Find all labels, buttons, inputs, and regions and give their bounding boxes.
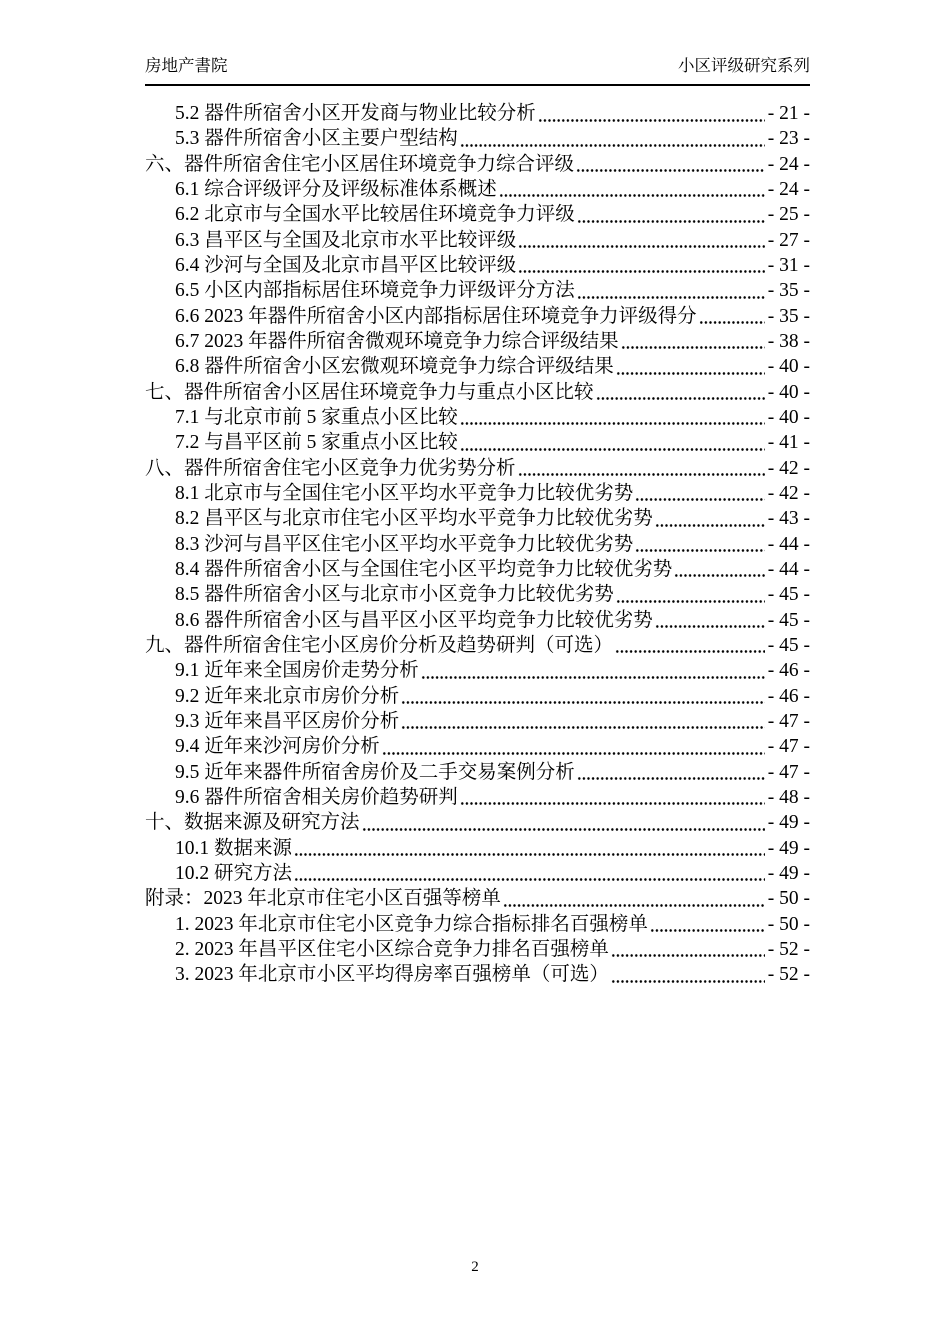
toc-dot-leader	[294, 861, 765, 886]
toc-entry[interactable]	[145, 582, 810, 607]
toc-dot-leader	[518, 228, 764, 253]
toc-entry-page: - 25 -	[767, 204, 810, 226]
toc-entry-page: - 48 -	[767, 786, 810, 808]
toc-dot-leader	[382, 734, 765, 759]
toc-entry[interactable]	[145, 810, 810, 835]
toc-dot-leader	[576, 152, 765, 177]
toc-dot-leader	[616, 354, 765, 379]
toc-entry[interactable]	[145, 937, 810, 962]
toc-entry-page: - 24 -	[767, 178, 810, 200]
toc-entry-page: - 40 -	[767, 406, 810, 428]
toc-entry[interactable]	[145, 684, 810, 709]
toc-entry-page: - 44 -	[767, 533, 810, 555]
toc-entry-page: - 42 -	[767, 457, 810, 479]
toc-entry-page: - 41 -	[767, 432, 810, 454]
toc-entry-label: 3. 2023 年北京市小区平均得房率百强榜单（可选）	[175, 964, 609, 986]
toc-dot-leader	[294, 836, 765, 861]
toc-entry-label: 6.4 沙河与全国及北京市昌平区比较评级	[175, 254, 517, 276]
toc-entry[interactable]	[145, 962, 810, 987]
toc-entry-page: - 50 -	[767, 913, 810, 935]
toc-dot-leader	[499, 177, 765, 202]
toc-dot-leader	[611, 962, 765, 987]
toc-entry-page: - 31 -	[767, 254, 810, 276]
toc-entry-page: - 52 -	[767, 938, 810, 960]
toc-dot-leader	[615, 633, 765, 658]
toc-entry[interactable]	[145, 633, 810, 658]
toc-entry[interactable]	[145, 329, 810, 354]
toc-entry[interactable]	[145, 886, 810, 911]
toc-entry[interactable]	[145, 101, 810, 126]
toc-entry-page: - 43 -	[767, 508, 810, 530]
toc-entry-label: 9.3 近年来昌平区房价分析	[175, 710, 400, 732]
toc-entry[interactable]	[145, 658, 810, 683]
toc-dot-leader	[401, 709, 764, 734]
toc-entry-label: 10.2 研究方法	[175, 862, 293, 884]
toc-dot-leader	[401, 684, 764, 709]
toc-entry-label: 8.3 沙河与昌平区住宅小区平均水平竞争力比较优劣势	[175, 533, 634, 555]
toc-dot-leader	[518, 456, 765, 481]
toc-entry-label: 7.1 与北京市前 5 家重点小区比较	[175, 406, 458, 428]
toc-dot-leader	[655, 506, 765, 531]
toc-dot-leader	[655, 608, 765, 633]
toc-entry-page: - 45 -	[767, 584, 810, 606]
table-of-contents	[145, 101, 810, 987]
toc-entry-page: - 23 -	[767, 128, 810, 150]
toc-entry[interactable]	[145, 506, 810, 531]
toc-entry-label: 8.4 器件所宿舍小区与全国住宅小区平均竞争力比较优劣势	[175, 558, 673, 580]
toc-entry[interactable]	[145, 608, 810, 633]
toc-entry-label: 6.7 2023 年器件所宿舍微观环境竞争力综合评级结果	[175, 330, 619, 352]
toc-entry-label: 1. 2023 年北京市住宅小区竞争力综合指标排名百强榜单	[175, 913, 648, 935]
toc-entry-page: - 45 -	[767, 634, 810, 656]
toc-entry-label: 8.2 昌平区与北京市住宅小区平均水平竞争力比较优劣势	[175, 508, 653, 530]
toc-entry[interactable]	[145, 709, 810, 734]
toc-dot-leader	[674, 557, 764, 582]
toc-dot-leader	[577, 202, 765, 227]
toc-entry[interactable]	[145, 177, 810, 202]
toc-entry-page: - 47 -	[767, 736, 810, 758]
toc-dot-leader	[650, 912, 765, 937]
toc-entry-page: - 46 -	[767, 685, 810, 707]
toc-dot-leader	[616, 582, 765, 607]
toc-entry-page: - 46 -	[767, 660, 810, 682]
toc-entry-label: 附录：2023 年北京市住宅小区百强等榜单	[145, 888, 501, 910]
header-left-text: 房地产書院	[145, 57, 228, 75]
toc-entry-label: 8.5 器件所宿舍小区与北京市小区竞争力比较优劣势	[175, 584, 614, 606]
toc-entry[interactable]	[145, 760, 810, 785]
toc-entry[interactable]	[145, 557, 810, 582]
toc-entry-page: - 38 -	[767, 330, 810, 352]
toc-entry-label: 七、器件所宿舍小区居住环境竞争力与重点小区比较	[145, 381, 594, 403]
toc-entry-label: 7.2 与昌平区前 5 家重点小区比较	[175, 432, 458, 454]
toc-entry-label: 5.2 器件所宿舍小区开发商与物业比较分析	[175, 103, 536, 124]
header-right-text: 小区评级研究系列	[678, 57, 810, 75]
toc-dot-leader	[421, 658, 765, 683]
toc-entry-label: 八、器件所宿舍住宅小区竞争力优劣势分析	[145, 457, 516, 479]
toc-entry-label: 六、器件所宿舍住宅小区居住环境竞争力综合评级	[145, 153, 575, 175]
toc-entry[interactable]	[145, 202, 810, 227]
toc-entry[interactable]	[145, 380, 810, 405]
toc-entry-label: 6.5 小区内部指标居住环境竞争力评级评分方法	[175, 280, 575, 302]
toc-entry-label: 6.3 昌平区与全国及北京市水平比较评级	[175, 229, 517, 251]
toc-entry[interactable]	[145, 228, 810, 253]
toc-entry-page: - 42 -	[767, 482, 810, 504]
toc-entry-label: 9.1 近年来全国房价走势分析	[175, 660, 419, 682]
toc-entry[interactable]	[145, 354, 810, 379]
toc-entry-page: - 35 -	[767, 280, 810, 302]
toc-entry[interactable]	[145, 430, 810, 455]
toc-dot-leader	[596, 380, 765, 405]
toc-entry-page: - 24 -	[767, 153, 810, 175]
toc-dot-leader	[635, 532, 764, 557]
toc-entry-page: - 49 -	[767, 837, 810, 859]
toc-entry[interactable]	[145, 785, 810, 810]
toc-dot-leader	[460, 785, 765, 810]
toc-entry-label: 9.6 器件所宿舍相关房价趋势研判	[175, 786, 458, 808]
toc-entry-label: 6.8 器件所宿舍小区宏微观环境竞争力综合评级结果	[175, 356, 614, 378]
toc-entry-label: 9.2 近年来北京市房价分析	[175, 685, 400, 707]
page-footer	[0, 1257, 950, 1277]
toc-entry-page: - 40 -	[767, 356, 810, 378]
toc-dot-leader	[635, 481, 764, 506]
toc-dot-leader	[611, 937, 765, 962]
toc-entry-label: 2. 2023 年昌平区住宅小区综合竞争力排名百强榜单	[175, 938, 609, 960]
toc-dot-leader	[538, 101, 765, 126]
toc-entry[interactable]	[145, 126, 810, 151]
toc-entry-page: - 35 -	[767, 305, 810, 327]
toc-entry[interactable]	[145, 405, 810, 430]
toc-entry[interactable]	[145, 152, 810, 177]
toc-dot-leader	[621, 329, 765, 354]
toc-entry-label: 8.1 北京市与全国住宅小区平均水平竞争力比较优劣势	[175, 482, 634, 504]
toc-dot-leader	[699, 304, 765, 329]
toc-entry[interactable]	[145, 861, 810, 886]
toc-entry-label: 5.3 器件所宿舍小区主要户型结构	[175, 128, 458, 150]
toc-dot-leader	[460, 430, 765, 455]
toc-entry[interactable]	[145, 734, 810, 759]
toc-entry-page: - 47 -	[767, 761, 810, 783]
toc-entry-page: - 49 -	[767, 862, 810, 884]
toc-dot-leader	[577, 278, 765, 303]
toc-entry-label: 9.4 近年来沙河房价分析	[175, 736, 380, 758]
toc-dot-leader	[577, 760, 765, 785]
toc-entry-label: 九、器件所宿舍住宅小区房价分析及趋势研判（可选）	[145, 634, 614, 656]
toc-entry-label: 十、数据来源及研究方法	[145, 812, 360, 834]
toc-entry[interactable]	[145, 278, 810, 303]
toc-entry[interactable]	[145, 456, 810, 481]
toc-entry[interactable]	[145, 253, 810, 278]
toc-entry-page: - 45 -	[767, 609, 810, 631]
toc-dot-leader	[460, 126, 765, 151]
toc-entry-page: - 27 -	[767, 229, 810, 251]
toc-dot-leader	[460, 405, 765, 430]
toc-entry-page: - 40 -	[767, 381, 810, 403]
page-number: 2	[471, 1259, 479, 1275]
toc-entry-label: 6.1 综合评级评分及评级标准体系概述	[175, 178, 497, 200]
page-header	[145, 57, 810, 86]
toc-dot-leader	[362, 810, 765, 835]
toc-entry[interactable]	[145, 532, 810, 557]
toc-entry-page: - 44 -	[767, 558, 810, 580]
toc-entry-label: 10.1 数据来源	[175, 837, 293, 859]
toc-entry-page: - 52 -	[767, 964, 810, 986]
toc-entry-page: - 21 -	[767, 103, 810, 124]
toc-entry[interactable]	[145, 836, 810, 861]
toc-entry-label: 6.6 2023 年器件所宿舍小区内部指标居住环境竞争力评级得分	[175, 305, 697, 327]
toc-entry-label: 9.5 近年来器件所宿舍房价及二手交易案例分析	[175, 761, 575, 783]
toc-entry[interactable]	[145, 304, 810, 329]
toc-entry-page: - 47 -	[767, 710, 810, 732]
toc-dot-leader	[518, 253, 764, 278]
toc-entry-page: - 50 -	[767, 888, 810, 910]
toc-entry[interactable]	[145, 912, 810, 937]
toc-entry[interactable]	[145, 481, 810, 506]
toc-entry-label: 6.2 北京市与全国水平比较居住环境竞争力评级	[175, 204, 575, 226]
toc-entry-page: - 49 -	[767, 812, 810, 834]
toc-dot-leader	[503, 886, 765, 911]
toc-entry-label: 8.6 器件所宿舍小区与昌平区小区平均竞争力比较优劣势	[175, 609, 653, 631]
